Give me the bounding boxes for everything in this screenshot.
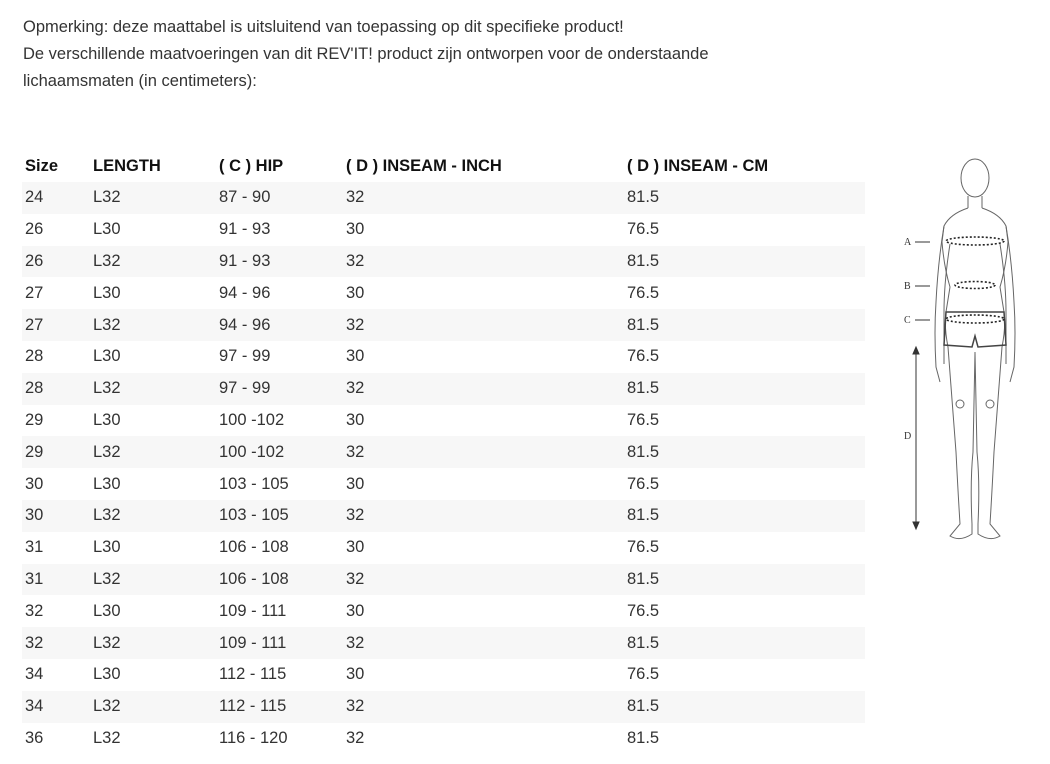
cell-size: 32: [25, 633, 44, 652]
cell-size: 34: [25, 697, 44, 716]
cell-hip: 112 - 115: [219, 697, 287, 716]
cell-inseam-cm: 81.5: [627, 315, 660, 334]
cell-hip: 103 - 105: [219, 506, 289, 525]
cell-inseam-inch: 30: [346, 538, 365, 557]
cell-inseam-cm: 76.5: [627, 220, 660, 239]
cell-inseam-inch: 30: [346, 283, 365, 302]
table-body: [22, 182, 865, 754]
cell-length: L30: [93, 347, 121, 366]
cell-inseam-inch: 30: [346, 601, 365, 620]
cell-inseam-inch: 32: [346, 697, 365, 716]
cell-inseam-inch: 32: [346, 188, 365, 207]
measure-b-band: [955, 282, 995, 289]
cell-length: L32: [93, 569, 121, 588]
cell-size: 28: [25, 347, 44, 366]
cell-inseam-cm: 76.5: [627, 283, 660, 302]
table-row: [22, 182, 865, 214]
cell-hip: 97 - 99: [219, 379, 271, 398]
cell-length: L30: [93, 410, 121, 429]
cell-size: 26: [25, 251, 44, 270]
shorts-outline: [944, 312, 1006, 347]
cell-length: L30: [93, 220, 121, 239]
body-measurement-figure: [900, 152, 1030, 544]
cell-inseam-inch: 30: [346, 220, 365, 239]
table-row: [22, 214, 865, 246]
header-hip: ( C ) HIP: [219, 156, 284, 175]
cell-length: L30: [93, 474, 121, 493]
cell-hip: 87 - 90: [219, 188, 271, 207]
cell-inseam-cm: 81.5: [627, 251, 660, 270]
cell-size: 26: [25, 220, 44, 239]
cell-size: 34: [25, 665, 44, 684]
cell-size: 24: [25, 188, 44, 207]
table-row: [22, 564, 865, 596]
cell-hip: 106 - 108: [219, 538, 289, 557]
cell-inseam-inch: 30: [346, 410, 365, 429]
measure-d-arrow-bottom: [913, 522, 919, 529]
cell-size: 29: [25, 410, 44, 429]
cell-inseam-cm: 76.5: [627, 410, 660, 429]
left-knee: [956, 400, 964, 408]
intro-text: [23, 14, 823, 95]
head-outline: [961, 159, 989, 197]
cell-inseam-cm: 76.5: [627, 347, 660, 366]
intro-line-3: lichaamsmaten (in centimeters):: [23, 72, 257, 90]
cell-size: 36: [25, 728, 44, 747]
cell-inseam-inch: 30: [346, 474, 365, 493]
cell-length: L32: [93, 251, 121, 270]
cell-hip: 112 - 115: [219, 665, 287, 684]
cell-length: L32: [93, 697, 121, 716]
measure-a-band: [946, 237, 1004, 245]
cell-length: L32: [93, 379, 121, 398]
table-row: [22, 595, 865, 627]
cell-hip: 91 - 93: [219, 220, 271, 239]
cell-size: 30: [25, 506, 44, 525]
cell-length: L30: [93, 601, 121, 620]
table-row: [22, 373, 865, 405]
cell-inseam-inch: 32: [346, 379, 365, 398]
cell-inseam-cm: 81.5: [627, 188, 660, 207]
cell-hip: 106 - 108: [219, 569, 289, 588]
header-inseam-inch: ( D ) INSEAM - INCH: [346, 156, 502, 175]
cell-hip: 109 - 111: [219, 601, 287, 620]
torso-outline: [942, 208, 1008, 347]
label-b: B: [904, 281, 911, 292]
cell-hip: 103 - 105: [219, 474, 289, 493]
table-row: [22, 436, 865, 468]
table-row: [22, 532, 865, 564]
cell-inseam-inch: 32: [346, 633, 365, 652]
cell-inseam-inch: 32: [346, 728, 365, 747]
cell-inseam-cm: 76.5: [627, 601, 660, 620]
cell-hip: 100 -102: [219, 410, 285, 429]
table-row: [22, 341, 865, 373]
intro-line-2: De verschillende maatvoeringen van dit REV'IT! product zijn ontworpen voor de onderstaande: [23, 45, 709, 63]
cell-hip: 109 - 111: [219, 633, 287, 652]
cell-inseam-cm: 81.5: [627, 506, 660, 525]
cell-hip: 97 - 99: [219, 347, 271, 366]
table-row: [22, 723, 865, 755]
legs-outline: [948, 347, 1002, 539]
cell-hip: 94 - 96: [219, 283, 271, 302]
cell-inseam-inch: 30: [346, 347, 365, 366]
label-a: A: [904, 237, 912, 248]
measure-d-arrow-top: [913, 347, 919, 354]
cell-hip: 94 - 96: [219, 315, 271, 334]
cell-inseam-inch: 32: [346, 506, 365, 525]
table-row: [22, 309, 865, 341]
cell-length: L32: [93, 442, 121, 461]
cell-size: 28: [25, 379, 44, 398]
cell-inseam-cm: 76.5: [627, 665, 660, 684]
table-row: [22, 500, 865, 532]
cell-inseam-cm: 81.5: [627, 697, 660, 716]
cell-inseam-inch: 32: [346, 442, 365, 461]
cell-length: L32: [93, 728, 121, 747]
cell-size: 31: [25, 569, 44, 588]
size-table: [22, 150, 865, 754]
table-row: [22, 659, 865, 691]
label-d: D: [904, 431, 912, 442]
cell-inseam-cm: 81.5: [627, 633, 660, 652]
cell-length: L32: [93, 315, 121, 334]
cell-inseam-inch: 32: [346, 569, 365, 588]
right-knee: [986, 400, 994, 408]
cell-size: 27: [25, 283, 44, 302]
table-row: [22, 405, 865, 437]
cell-size: 27: [25, 315, 44, 334]
cell-length: L30: [93, 283, 121, 302]
cell-inseam-cm: 76.5: [627, 538, 660, 557]
cell-length: L30: [93, 538, 121, 557]
cell-inseam-inch: 30: [346, 665, 365, 684]
measure-c-band: [946, 315, 1004, 323]
cell-inseam-cm: 81.5: [627, 442, 660, 461]
cell-size: 30: [25, 474, 44, 493]
cell-inseam-inch: 32: [346, 315, 365, 334]
label-c: C: [904, 315, 911, 326]
cell-length: L32: [93, 188, 121, 207]
cell-length: L32: [93, 506, 121, 525]
table-header-row: [22, 150, 865, 182]
cell-hip: 100 -102: [219, 442, 285, 461]
table-row: [22, 627, 865, 659]
cell-inseam-inch: 32: [346, 251, 365, 270]
cell-inseam-cm: 81.5: [627, 379, 660, 398]
table-row: [22, 691, 865, 723]
cell-hip: 91 - 93: [219, 251, 271, 270]
cell-inseam-cm: 76.5: [627, 474, 660, 493]
table-row: [22, 468, 865, 500]
cell-length: L30: [93, 665, 121, 684]
neck-outline: [968, 196, 982, 208]
table-row: [22, 277, 865, 309]
header-length: LENGTH: [93, 156, 161, 175]
cell-size: 32: [25, 601, 44, 620]
table-row: [22, 246, 865, 278]
cell-size: 31: [25, 538, 44, 557]
cell-length: L32: [93, 633, 121, 652]
cell-inseam-cm: 81.5: [627, 728, 660, 747]
cell-inseam-cm: 81.5: [627, 569, 660, 588]
header-size: Size: [25, 156, 59, 175]
cell-size: 29: [25, 442, 44, 461]
intro-line-1: Opmerking: deze maattabel is uitsluitend van toepassing op dit specifieke product!: [23, 18, 624, 36]
cell-hip: 116 - 120: [219, 728, 288, 747]
header-inseam-cm: ( D ) INSEAM - CM: [627, 156, 769, 175]
